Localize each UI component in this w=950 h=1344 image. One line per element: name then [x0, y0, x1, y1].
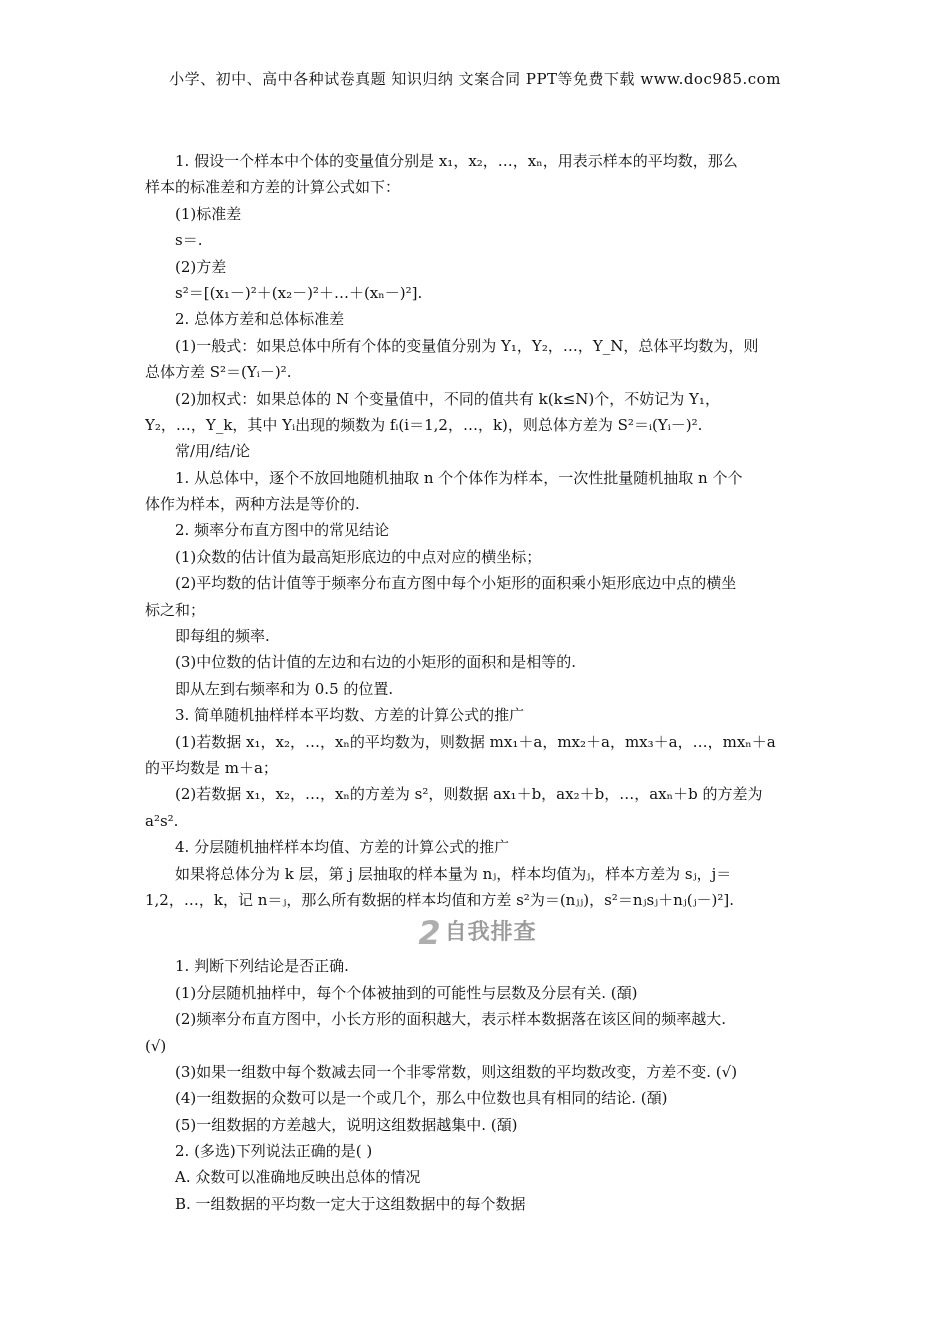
- text-line: 1. 从总体中，逐个不放回地随机抽取 n 个个体作为样本，一次性批量随机抽取 n 个个: [175, 468, 743, 487]
- text-line: (√): [145, 1036, 167, 1055]
- text-line: (2)加权式：如果总体的 N 个变量值中，不同的值共有 k(k≤N)个，不妨记为 Y₁，: [175, 389, 720, 408]
- text-line: (1)一般式：如果总体中所有个体的变量值分别为 Y₁，Y₂，…，Y_N，总体平均数为，则: [175, 336, 759, 355]
- text-line: 标之和；: [145, 600, 206, 619]
- self-check-section: [145, 953, 810, 1217]
- text-line: (1)标准差: [175, 204, 242, 223]
- text-line: A. 众数可以准确地反映出总体的情况: [175, 1168, 421, 1187]
- text-line: (1)分层随机抽样中，每个个体被抽到的可能性与层数及分层有关. (䫊): [175, 983, 638, 1002]
- text-line: 的平均数是 m＋a；: [145, 758, 278, 777]
- text-line: B. 一组数据的平均数一定大于这组数据中的每个数据: [175, 1194, 526, 1213]
- document-body: [145, 148, 810, 1217]
- text-line: (2)平均数的估计值等于频率分布直方图中每个小矩形的面积乘小矩形底边中点的横坐: [175, 574, 737, 593]
- text-line: s＝.: [175, 231, 203, 250]
- text-line: (5)一组数据的方差越大，说明这组数据越集中. (䫊): [175, 1115, 518, 1134]
- text-line: 总体方差 S²＝(Yᵢ－)².: [145, 363, 292, 382]
- text-line: (2)若数据 x₁，x₂，…，xₙ的方差为 s²，则数据 ax₁＋b，ax₂＋b，…，axₙ＋b 的方差为: [175, 785, 763, 804]
- text-line: (1)众数的估计值为最高矩形底边的中点对应的横坐标；: [175, 547, 542, 566]
- text-line: 即每组的频率.: [175, 627, 270, 646]
- text-line: (2)频率分布直方图中，小长方形的面积越大，表示样本数据落在该区间的频率越大.: [175, 1010, 727, 1029]
- knowledge-section: [145, 148, 810, 913]
- text-line: 2. 总体方差和总体标准差: [175, 310, 345, 329]
- text-line: a²s².: [145, 811, 179, 830]
- text-line: 如果将总体分为 k 层，第 j 层抽取的样本量为 nⱼ，样本均值为ⱼ，样本方差为 sⱼ，j＝: [175, 864, 732, 883]
- text-line: 1. 判断下列结论是否正确.: [175, 957, 349, 976]
- text-line: Y₂，…，Y_k，其中 Yᵢ出现的频数为 fᵢ(i＝1,2，…，k)，则总体方差为 S²＝ᵢ(Yᵢ－)².: [145, 415, 703, 434]
- text-line: (3)如果一组数中每个数减去同一个非零常数，则这组数的平均数改变，方差不变. (√): [175, 1062, 738, 1081]
- text-line: 2. (多选)下列说法正确的是( ): [175, 1142, 373, 1161]
- text-line: (3)中位数的估计值的左边和右边的小矩形的面积和是相等的.: [175, 653, 577, 672]
- text-line: (1)若数据 x₁，x₂，…，xₙ的平均数为，则数据 mx₁＋a，mx₂＋a，mx₃＋a，…，mxₙ＋a: [175, 732, 776, 751]
- text-line: 常/用/结/论: [175, 442, 251, 461]
- text-line: (4)一组数据的众数可以是一个或几个，那么中位数也具有相同的结论. (䫊): [175, 1089, 668, 1108]
- text-line: 样本的标准差和方差的计算公式如下：: [145, 178, 401, 197]
- section-number: 2: [418, 914, 441, 953]
- text-line: 1,2，…，k，记 n＝ⱼ，那么所有数据的样本均值和方差 s²为＝(nⱼⱼ)，s²＝nⱼsⱼ＋nⱼ(ⱼ－)²].: [145, 890, 735, 909]
- text-line: (2)方差: [175, 257, 227, 276]
- section-banner: [145, 915, 810, 951]
- section-title: 自我排查: [444, 920, 537, 946]
- text-line: 即从左到右频率和为 0.5 的位置.: [175, 679, 394, 698]
- text-line: s²＝[(x₁－)²＋(x₂－)²＋…＋(xₙ－)²].: [175, 283, 423, 302]
- text-line: 体作为样本，两种方法是等价的.: [145, 495, 360, 514]
- text-line: 1. 假设一个样本中个体的变量值分别是 x₁，x₂，…，xₙ，用表示样本的平均数，那么: [175, 152, 738, 170]
- text-line: 2. 频率分布直方图中的常见结论: [175, 521, 390, 540]
- text-line: 4. 分层随机抽样样本均值、方差的计算公式的推广: [175, 838, 510, 857]
- page-header: 小学、初中、高中各种试卷真题 知识归纳 文案合同 PPT等免费下载 www.doc985.com: [169, 70, 781, 88]
- text-line: 3. 简单随机抽样样本平均数、方差的计算公式的推广: [175, 706, 525, 725]
